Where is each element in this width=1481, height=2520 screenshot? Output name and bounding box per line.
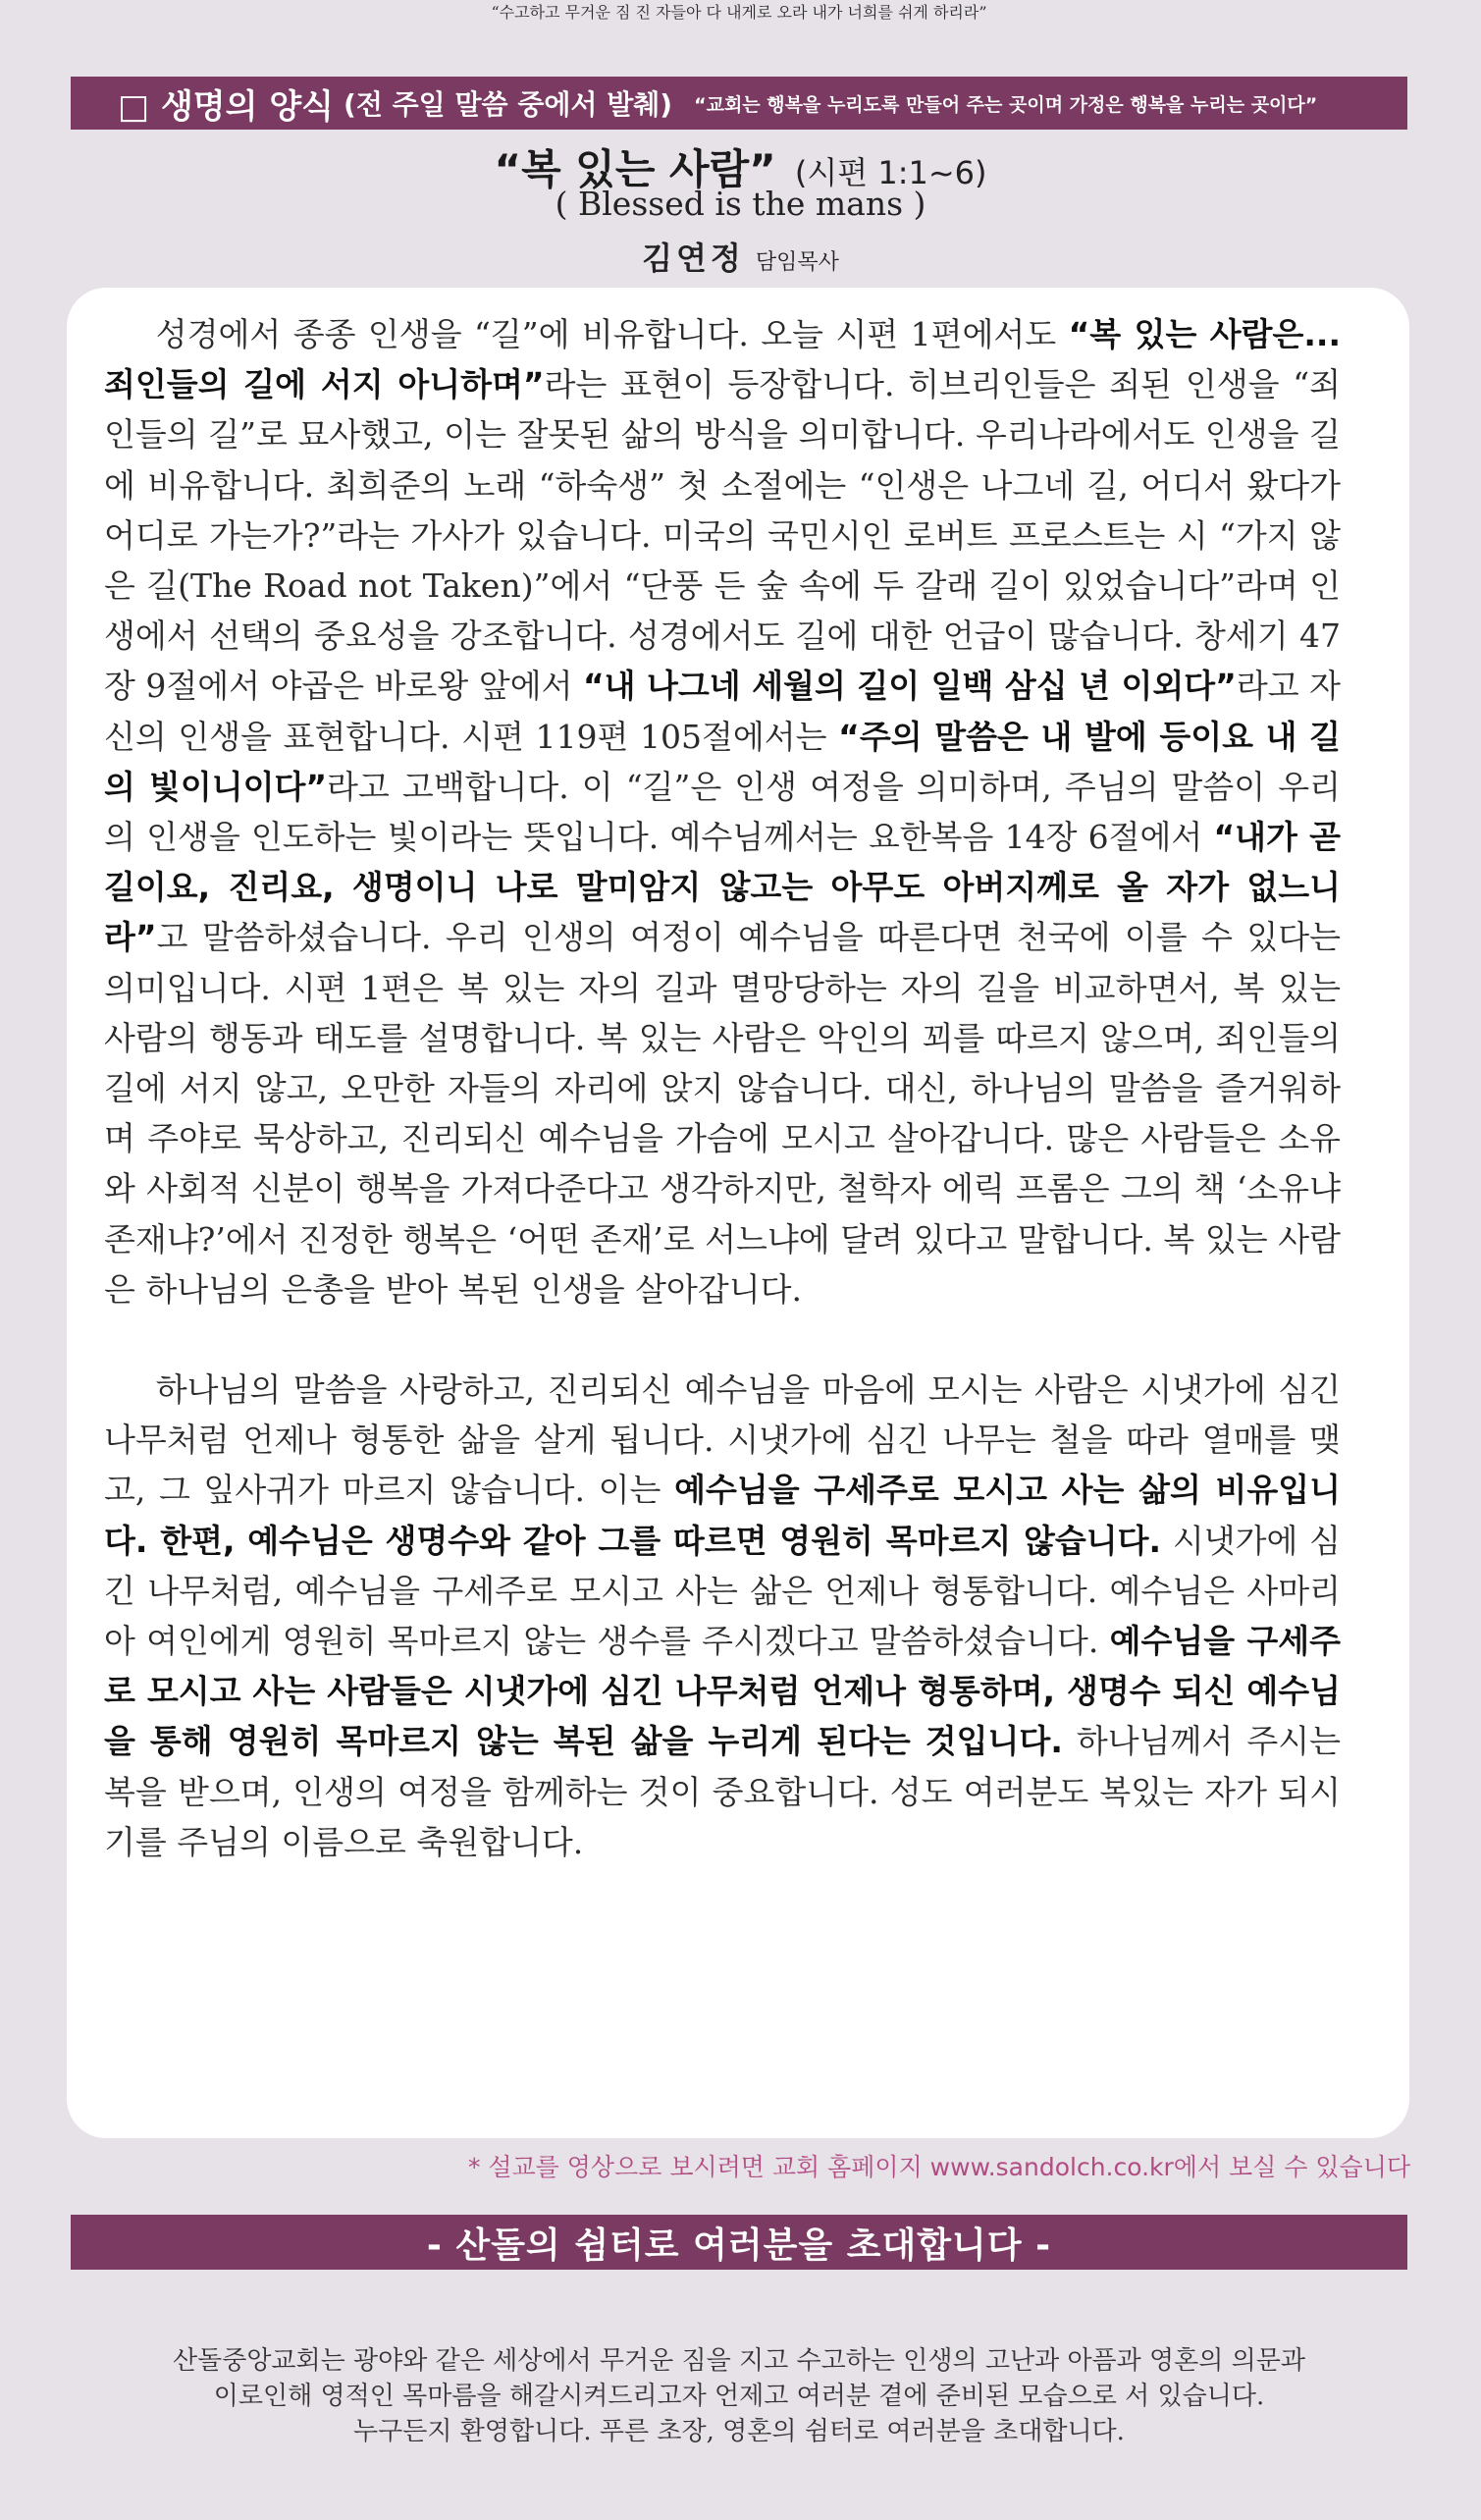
english-title: ( Blessed is the mans ) [555, 185, 926, 223]
body-text: 하나님께서 주시는 복을 받으며, 인생의 여정을 함께하는 것이 중요합니다. 성도 여러분도 복있는 자가 되시기를 주님의 이름으로 축원합니다. [104, 1722, 1341, 1861]
emphasis-text: “복 있는 사람은... 죄인들의 길에 서지 아니하며” [104, 315, 1342, 404]
invite-banner-text: - 산돌의 쉼터로 여러분을 초대합니다 - [426, 2225, 1052, 2266]
invite-description-line-3 [71, 2411, 1407, 2447]
emphasis-text: 예수님을 구세주로 모시고 사는 삶의 비유입니다. 한편, 예수님은 생명수와 같아 그를 따르면 영원히 목마르지 않습니다. [104, 1471, 1341, 1560]
pastor-line [0, 234, 1481, 279]
invite-line-3: 누구든지 환영합니다. 푸른 초장, 영혼의 쉼터로 여러분을 초대합니다. [353, 2417, 1125, 2446]
body-text: 성경에서 종종 인생을 “길”에 비유합니다. 오늘 시편 1편에서도 [155, 315, 1069, 353]
church-motto: “교회는 행복을 누리도록 만들어 주는 곳이며 가정은 행복을 누리는 곳이다” [694, 93, 1318, 116]
emphasis-text: “내가 곧 길이요, 진리요, 생명이니 나로 말미암지 않고는 아무도 아버지께로 올 자가 없느니라” [104, 818, 1341, 957]
invite-description-line-2 [71, 2376, 1407, 2412]
sermon-paragraph-1 [104, 309, 1341, 1314]
emphasis-text: 예수님을 구세주로 모시고 사는 사람들은 시냇가에 심긴 나무처럼 언제나 형통하며, 생명수 되신 예수님을 통해 영원히 목마르지 않는 복된 삶을 누리게 된다는 것입니다. [104, 1622, 1341, 1761]
invite-banner [71, 2215, 1407, 2270]
emphasis-text: “주의 말씀은 내 발에 등이요 내 길의 빛이니이다” [104, 717, 1341, 806]
section-header-band [71, 77, 1407, 130]
source-note: (전 주일 말씀 중에서 발췌) [344, 88, 673, 121]
emphasis-text: “내 나그네 세월의 길이 일백 삼십 년 이외다” [582, 667, 1237, 706]
section-title: □ 생명의 양식 [118, 86, 335, 127]
sermon-body-card [67, 288, 1409, 2138]
sermon-title: “복 있는 사람” [494, 145, 776, 193]
body-text: 고 말씀하셨습니다. 우리 인생의 여정이 예수님을 따른다면 천국에 이를 수 있다는 의미입니다. 시편 1편은 복 있는 자의 길과 멸망당하는 자의 길을 비교하면서, 복 있는 사람의 행동과 태도를 설명합니다. 복 있는 사람은 악인의 꾀를 따르지 않으며, 죄인들의 길에 서지 않고, 오만한 자들의 자리에 앉지 않습니다. 대신, 하나님의 말씀을 즐거워하며 주야로 묵상하고, 진리되신 예수님을 가슴에 모시고 살아갑니다. 많은 사람들은 소유와 사회적 신분이 행복을 가져다준다고 생각하지만, 철학자 에릭 프롬은 그의 책 ‘소유냐 존재냐?’에서 진정한 행복은 ‘어떤 존재’로 서느냐에 달려 있다고 말합니다. 복 있는 사람은 하나님의 은총을 받아 복된 인생을 살아갑니다. [104, 918, 1341, 1309]
body-text: 시냇가에 심긴 나무처럼, 예수님을 구세주로 모시고 사는 삶은 언제나 형통합니다. 예수님은 사마리아 여인에게 영원히 목마르지 않는 생수를 주시겠다고 말씀하셨습니다. [104, 1521, 1341, 1661]
scripture-reference: (시편 1:1~6) [794, 154, 987, 191]
sermon-paragraph-2 [104, 1365, 1341, 1867]
body-text: 하나님의 말씀을 사랑하고, 진리되신 예수님을 마음에 모시는 사람은 시냇가에 심긴 나무처럼 언제나 형통한 삶을 살게 됩니다. 시냇가에 심긴 나무는 철을 따라 열매를 맺고, 그 잎사귀가 마르지 않습니다. 이는 [104, 1370, 1341, 1510]
pastor-role: 담임목사 [755, 250, 839, 275]
body-text: 라고 자신의 인생을 표현합니다. 시편 119편 105절에서는 [104, 667, 1342, 756]
pastor-name: 김연정 [642, 240, 745, 277]
invite-quote: “수고하고 무거운 짐 진 자들아 다 내게로 오라 내가 너희를 쉬게 하리라” [491, 3, 987, 22]
body-text: 라는 표현이 등장합니다. 히브리인들은 죄된 인생을 “죄인들의 길”로 묘사했고, 이는 잘못된 삶의 방식을 의미합니다. 우리나라에서도 인생을 길에 비유합니다. 최희준의 노래 “하숙생” 첫 소절에는 “인생은 나그네 길, 어디서 왔다가 어디로 가는가?”라는 가사가 있습니다. 미국의 국민시인 로버트 프로스트는 시 “가지 않은 길(The Road not Taken)”에서 “단풍 든 숲 속에 두 갈래 길이 있었습니다”라며 인생에서 선택의 중요성을 강조합니다. 성경에서도 길에 대한 언급이 많습니다. 창세기 47장 9절에서 야곱은 바로왕 앞에서 [104, 365, 1341, 706]
invite-line-2: 이로인해 영적인 목마름을 해갈시켜드리고자 언제고 여러분 곁에 준비된 모습으로 서 있습니다. [213, 2382, 1265, 2411]
invite-description-line-1 [71, 2340, 1407, 2377]
body-text: 라고 고백합니다. 이 “길”은 인생 여정을 의미하며, 주님의 말씀이 우리의 인생을 인도하는 빛이라는 뜻입니다. 예수님께서는 요한복음 14장 6절에서 [104, 767, 1341, 857]
video-note: * 설교를 영상으로 보시려면 교회 홈페이지 www.sandolch.co.kr에서 보실 수 있습니다 [467, 2153, 1410, 2181]
invite-line-1: 산돌중앙교회는 광야와 같은 세상에서 무거운 짐을 지고 수고하는 인생의 고난과 아픔과 영혼의 의문과 [172, 2346, 1306, 2376]
